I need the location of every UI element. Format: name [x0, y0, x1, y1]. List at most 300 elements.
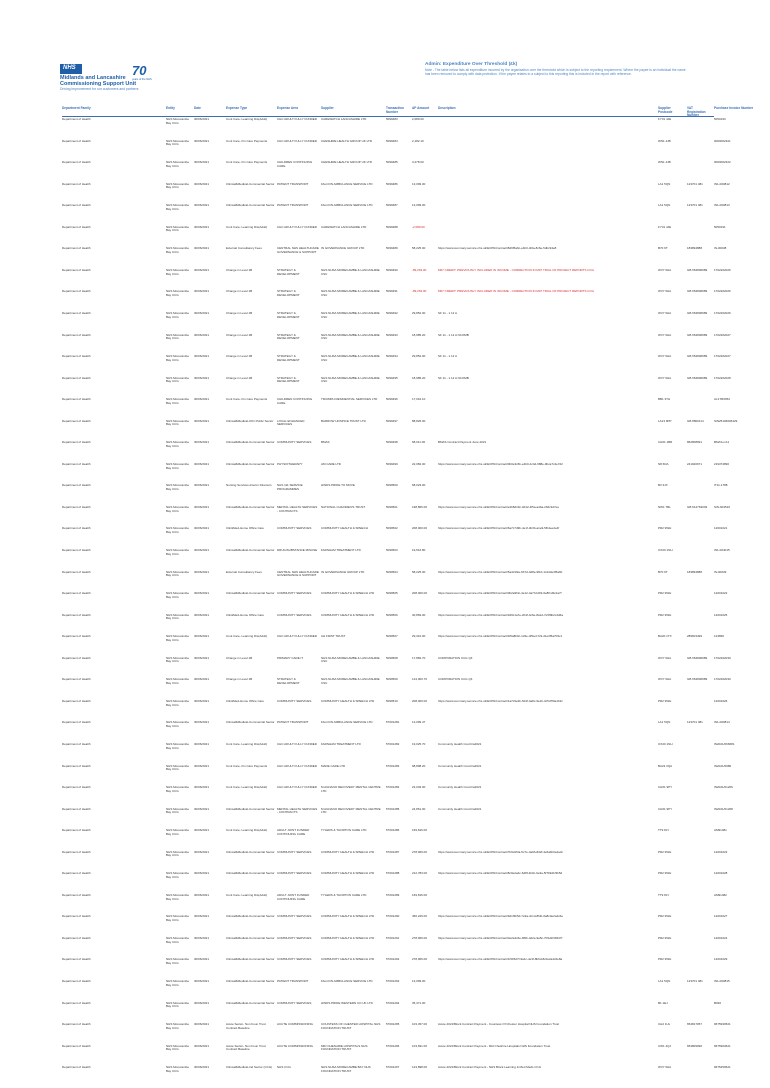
cell-expense-type: Cont Care- Learning Dis(Adult): [226, 742, 268, 746]
cell-expense-area: COMMUNITY SERVICES: [277, 850, 312, 854]
cell-supplier: COMMUNITY HEALTH & SPEECH LTD: [321, 699, 375, 703]
cell-amount: 30,869.00: [412, 613, 426, 617]
cell-expense-type: Nursing Services-Interim Directors: [226, 484, 272, 488]
cell-entity: NHS Morecambe Bay CCG: [166, 161, 190, 168]
table-row: [62, 786, 733, 808]
cell-department: Department of Health: [62, 592, 91, 596]
cell-expense-type: Clin&Med-Home Office Care: [226, 527, 264, 531]
table-row: [62, 118, 726, 140]
cell-date: 30/06/2021: [194, 635, 210, 639]
cell-description: Community Health Cost b/a2021: [438, 742, 482, 746]
cell-expense-type: Clinical&Medical-Commercial Sector: [226, 182, 275, 186]
cell-amount: 29,316.00: [412, 635, 426, 639]
cell-expense-area: STRATEGY & DEVELOPMENT: [277, 333, 300, 341]
cell-expense-type: Clinical&Medical-Commercial Sector: [226, 462, 275, 466]
cell-department: Department of Health: [62, 527, 91, 531]
cell-invoice: IN1-000815: [714, 980, 730, 983]
cell-date: 30/06/2021: [194, 398, 210, 402]
cell-entity: NHS Morecambe Bay CCG: [166, 613, 190, 621]
cell-invoice: IN-00039: [714, 570, 727, 574]
cell-entity: NHS Morecambe Bay CCG: [166, 656, 190, 664]
cell-invoice: 1702202026: [714, 268, 731, 272]
cell-supplier: NHS NHSA MORECAMBE & LANCASHIRE CSU: [321, 290, 380, 298]
cell-entity: NHS Morecambe Bay CCG: [166, 549, 190, 556]
cell-postcode: WV7 6HA: [658, 333, 672, 337]
cell-amount: -2,089.00: [412, 225, 425, 229]
table-row: [62, 398, 731, 420]
cell-amount: 68,011.00: [412, 441, 426, 445]
table-row: [62, 268, 731, 291]
cell-amount: 22,082.00: [412, 462, 426, 466]
table-row: [62, 139, 731, 162]
cell-department: Department of Health: [62, 376, 91, 380]
cell-description: https://www.summary.service.nhs.uk/ECPR/contract/5a4c3f2e-6b7d-4d8e-9f10-1c2d3e4f5a6b: [438, 570, 563, 574]
cell-postcode: TT9 8LY: [658, 829, 670, 833]
cell-invoice: AL1TR0652: [714, 398, 731, 402]
cell-vat: GB 654806989: [687, 290, 708, 294]
cell-department: Department of Health: [62, 764, 91, 768]
cell-entity: NHS Morecambe Bay CCG: [166, 376, 190, 384]
table-row: [62, 484, 728, 506]
cell-expense-area: PATIENT TRANSPORT: [277, 204, 309, 208]
cell-expense-area: COMMUNITY SERVICES: [277, 936, 312, 940]
cell-entity: NHS Morecambe Bay CCG: [166, 592, 190, 599]
cell-postcode: WV7 6HA: [658, 656, 672, 660]
cell-description: BMAS Contract Payment June 2021: [438, 441, 487, 445]
cell-date: 30/06/2021: [194, 570, 210, 574]
cell-amount: 2,089.00: [412, 118, 424, 121]
cell-entity: NHS Morecambe Bay CCG: [166, 1044, 190, 1052]
cell-department: Department of Health: [62, 182, 91, 186]
cell-entity: NHS Morecambe Bay CCG: [166, 462, 190, 470]
cell-expense-type: Cont Care- Learning Dis(Adult): [226, 893, 268, 897]
cell-department: Department of Health: [62, 419, 91, 423]
cell-expense-area: CHC ADULT FULLY FUNDED: [277, 786, 317, 790]
cell-postcode: WV7 6HA: [658, 268, 672, 272]
cell-expense-area: NHS CCG: [277, 1066, 291, 1070]
table-row: [62, 376, 731, 399]
cell-entity: NHS Morecambe Bay CCG: [166, 721, 190, 729]
cell-supplier: NHS NHSA MORECAMBE & LANCASHIRE CSU: [321, 268, 380, 276]
cell-expense-type: Change in Level 1B: [226, 656, 253, 660]
table-row: [62, 764, 732, 787]
cell-date: 30/06/2021: [194, 613, 210, 617]
cell-amount: -89,263.00: [412, 290, 427, 294]
cell-postcode: B70 6T: [658, 247, 668, 251]
table-row: [62, 850, 728, 873]
cell-expense-type: External Consultancy Fees: [226, 570, 262, 574]
cell-transaction: 57001289: [386, 893, 400, 897]
cell-date: 30/06/2021: [194, 376, 210, 380]
cell-supplier: MID CHESHIRE HOSPITALS NHS FOUNDATION TRUST: [321, 1044, 368, 1052]
cell-invoice: 219374890: [714, 462, 730, 466]
cell-transaction: 5099495: [386, 376, 398, 380]
cell-expense-type: Clinical&Medical-Commercial Sector: [226, 958, 275, 962]
cell-postcode: FY31 4JE: [658, 225, 672, 229]
cell-date: 30/06/2021: [194, 311, 210, 315]
table-row: [62, 204, 730, 226]
cell-transaction: 5099503: [386, 549, 398, 552]
cell-amount: 103,691.00: [412, 1044, 428, 1048]
cell-vat: GB 654806989: [687, 268, 708, 272]
cell-date: 30/06/2021: [194, 958, 210, 962]
cell-transaction: 57001285: [386, 807, 400, 811]
cell-vat: GB 654806989: [687, 678, 708, 682]
cell-amount: 58,225.00: [412, 570, 426, 574]
cell-invoice: SIN25106606429: [714, 419, 738, 423]
cell-transaction: 5099507: [386, 635, 398, 639]
cell-amount: 278,969.00: [412, 850, 428, 854]
cell-transaction: 5099485: [386, 161, 398, 165]
cell-invoice: 9675250621: [714, 1066, 731, 1070]
cell-transaction: 5099498: [386, 441, 398, 445]
cell-invoice: 1702202030: [714, 656, 731, 660]
cell-supplier: CHESHIRE HEALTH GROUP UK LTD: [321, 161, 373, 165]
cell-expense-type: Clinical&Medical-Commercial Sector: [226, 936, 275, 940]
col-header-expense-type: Expense Type: [226, 106, 248, 110]
cell-transaction: 57001294: [386, 1001, 400, 1005]
cell-amount: 169,816.00: [412, 893, 428, 897]
cell-invoice: B030: [714, 1001, 722, 1005]
cell-department: Department of Health: [62, 549, 91, 552]
cell-date: 30/06/2021: [194, 441, 210, 445]
cell-vat: 123701 481: [687, 980, 703, 983]
cell-supplier: TYLERS & THORTON CARE LTD: [321, 829, 367, 833]
cell-transaction: 57001283: [386, 764, 400, 768]
cell-department: Department of Health: [62, 1066, 91, 1070]
cell-vat: 123701 481: [687, 721, 703, 725]
cell-department: Department of Health: [62, 1023, 91, 1027]
cell-transaction: 5099500: [386, 484, 398, 488]
cell-department: Department of Health: [62, 1001, 91, 1005]
cell-supplier: HINDS PRIDE WESTERN CO UK LTD: [321, 1001, 373, 1005]
cell-expense-type: Clinical&Medical-Commercial Sector: [226, 1001, 275, 1005]
cell-expense-type: Clinical&Medical-Commercial Sector: [226, 549, 275, 552]
cell-description: Community Health Cost b/a2021: [438, 764, 482, 768]
cell-invoice: 12001025: [714, 613, 728, 617]
cell-amount: 68,023.00: [412, 484, 426, 488]
cell-department: Department of Health: [62, 505, 91, 509]
table-row: [62, 807, 733, 830]
cell-amount: 278,969.00: [412, 958, 428, 962]
cell-entity: NHS Morecambe Bay CCG: [166, 355, 190, 362]
cell-department: Department of Health: [62, 656, 91, 660]
cell-expense-area: STRATEGY & DEVELOPMENT: [277, 376, 300, 384]
cell-transaction: 5099483: [386, 118, 398, 121]
cell-entity: NHS Morecambe Bay CCG: [166, 829, 190, 836]
cell-date: 30/06/2021: [194, 118, 210, 121]
cell-invoice: IN2021/0980: [714, 764, 732, 768]
cell-supplier: NHS NHSA MORECAMBE & LANCASHIRE CSU: [321, 376, 380, 384]
cell-expense-area: COMMUNITY SERVICES: [277, 699, 312, 703]
cell-transaction: 57001286: [386, 829, 400, 833]
cell-description: M07 CREDIT: PREVIOUSLY INCLUDED IN INCOME - CORRECTION IN M07 TRIAL OF PROJECT REPORTS CCG: [438, 290, 594, 294]
cell-expense-area: PATIENT TRANSPORT: [277, 182, 309, 186]
cell-transaction: 57001295: [386, 1023, 400, 1027]
cell-invoice: IN-00038: [714, 247, 727, 251]
cell-invoice: IN2021/01208: [714, 807, 733, 811]
cell-supplier: NHS NHSA MORECAMBE & LANCASHIRE CSU: [321, 311, 380, 319]
cell-amount: 208,000.00: [412, 699, 428, 703]
cell-department: Department of Health: [62, 333, 91, 337]
cell-department: Department of Health: [62, 225, 91, 229]
cell-department: Department of Health: [62, 699, 91, 703]
cell-postcode: PR2 9WH: [658, 915, 672, 919]
cell-department: Department of Health: [62, 161, 91, 165]
cell-date: 30/06/2021: [194, 829, 210, 833]
cell-supplier: M AGNANO RECOVERY MENTAL CENTRE LTD: [321, 786, 381, 793]
cell-expense-area: ACUTE COMMISSIONING: [277, 1023, 314, 1027]
cell-supplier: NATIONAL CHILDREN'S TRUST: [321, 505, 366, 509]
cell-entity: NHS Morecambe Bay CCG: [166, 980, 190, 987]
cell-amount: 18,985.20: [412, 333, 426, 337]
cell-expense-type: Clinical&Medical-Ind Sector (CCG): [226, 1066, 273, 1070]
cell-entity: NHS Morecambe Bay CCG: [166, 850, 190, 858]
cell-date: 30/06/2021: [194, 419, 210, 423]
cell-transaction: 57001282: [386, 742, 400, 746]
cell-supplier: CHESHIRE HEALTH GROUP UK LTD: [321, 139, 373, 143]
cell-postcode: WN1 4JB: [658, 161, 671, 165]
cell-expense-type: Clinical&Medical-Commercial Sector: [226, 915, 275, 919]
cell-expense-type: Cont Care- Learning Dis(Adult): [226, 225, 268, 229]
cell-department: Department of Health: [62, 1044, 91, 1048]
cell-description: M07 CREDIT: PREVIOUSLY INCLUDED IN INCOME - CORRECTION IN M07 TRIAL OF PROJECT REPORTS CCG: [438, 268, 594, 272]
table-row: [62, 829, 727, 851]
cell-invoice: 123890: [714, 635, 725, 639]
cell-postcode: B1 1EJ: [658, 1001, 668, 1005]
cell-department: Department of Health: [62, 613, 91, 617]
cell-expense-type: Cont Care- Learning Dis(Adult): [226, 635, 268, 639]
cell-date: 30/06/2021: [194, 764, 210, 768]
cell-postcode: B3 3JX: [658, 484, 668, 488]
cell-invoice: IN1-000812: [714, 182, 730, 186]
cell-description: https://www.summary.service.nhs.uk/ECPR/contract/1a7c9e2b-5d4f-4a8c-9e1b-3c5d7f9a1b3c: [438, 699, 563, 703]
cell-date: 30/06/2021: [194, 872, 210, 876]
cell-vat: 654817057: [687, 1023, 703, 1027]
cell-postcode: PR2 9WH: [658, 699, 672, 703]
cell-expense-type: Acute Sector- Non Foun Trust Contract Baseline: [226, 1044, 266, 1052]
cell-expense-area: ADULT JOINT FUNDED CONTINUING CARE: [277, 893, 310, 901]
cell-supplier: FALCON AMBULANCE SERVICE LTD: [321, 204, 373, 208]
cell-transaction: 5099499: [386, 462, 398, 466]
cell-department: Department of Health: [62, 893, 91, 897]
cell-postcode: BB1 3TH: [658, 398, 671, 402]
cell-transaction: 57001281: [386, 721, 400, 725]
cell-amount: 103,457.00: [412, 1023, 428, 1027]
cell-expense-type: Change in Level 1B: [226, 290, 253, 294]
cell-invoice: 1702202030: [714, 678, 731, 682]
cell-expense-type: Cont Care- Fin Care Payments: [226, 139, 268, 143]
table-row: [62, 592, 728, 614]
cell-date: 30/06/2021: [194, 807, 210, 811]
cell-entity: NHS Morecambe Bay CCG: [166, 118, 190, 125]
cell-description: SF 11 - 1 12 A: [438, 311, 457, 315]
cell-invoice: 12001021: [714, 527, 728, 531]
cell-department: Department of Health: [62, 441, 91, 445]
cell-transaction: 57001288: [386, 872, 400, 876]
col-header-date: Date: [194, 106, 201, 110]
cell-expense-area: MENTAL HEALTH SERVICES - CONTRACTS: [277, 505, 318, 513]
cell-expense-type: Acute Sector- Non Foun Trust Contract Baseline: [226, 1023, 266, 1030]
cell-expense-type: Change in Level 1B: [226, 268, 253, 272]
cell-amount: 19,025.70: [412, 742, 426, 746]
cell-transaction: 5099510: [386, 699, 398, 703]
cell-invoice: IN1-004015: [714, 549, 730, 552]
cell-entity: NHS Morecambe Bay CCG: [166, 635, 190, 642]
cell-expense-type: Change in Level 1B: [226, 311, 253, 315]
cell-postcode: PR2 9WH: [658, 592, 672, 596]
cell-postcode: OX20 1NH: [658, 549, 673, 552]
cell-supplier: NHS NHSA MORECAMBE BAY NHS FOUNDATION TRUST: [321, 1066, 371, 1073]
table-row: [62, 721, 730, 743]
cell-vat: GB 654806989: [687, 355, 708, 359]
cell-supplier: AM CARE LTD: [321, 462, 341, 466]
cell-postcode: BA23 3QA: [658, 764, 673, 768]
cell-supplier: COMMUNITY HEALTH & SPEECH LTD: [321, 915, 375, 919]
cell-supplier: FARNHAM TREATMENT LTD: [321, 549, 361, 552]
cell-transaction: 5099504: [386, 570, 398, 574]
cell-supplier: COMMUNITY HEALTH & SPEECH LTD: [321, 872, 375, 876]
cell-expense-area: STRATEGY & DEVELOPMENT: [277, 355, 300, 362]
cell-expense-type: Change in Level 1B: [226, 355, 253, 359]
cell-expense-type: External Consultancy Fees: [226, 247, 262, 251]
cell-invoice: 0000002321: [714, 139, 731, 143]
cell-entity: NHS Morecambe Bay CCG: [166, 419, 190, 427]
cell-invoice: 12001027: [714, 915, 728, 919]
cell-expense-type: Clinical&Medical-Commercial Sector: [226, 872, 275, 876]
cell-description: https://www.summary.service.nhs.uk/ECPR/contract/7b9d1f3a-5c7e-4a9b-8d2f-4e6a8c0e2a4c: [438, 850, 564, 854]
cell-expense-type: Clinical&Medical-Commercial Sector: [226, 980, 275, 983]
cell-invoice: 12001024: [714, 936, 728, 940]
table-row: [62, 161, 731, 183]
table-row: [62, 225, 726, 248]
cell-vat: 862808991: [687, 441, 703, 445]
cell-amount: 2,182.10: [412, 139, 424, 143]
cell-expense-area: COMMUNITY SERVICES: [277, 527, 312, 531]
cell-date: 30/06/2021: [194, 592, 210, 596]
cell-amount: 29,852.00: [412, 355, 426, 359]
cell-vat: 123701 481: [687, 182, 703, 186]
cell-date: 30/06/2021: [194, 893, 210, 897]
cell-department: Department of Health: [62, 872, 91, 876]
cell-postcode: PR2 9WH: [658, 527, 672, 531]
col-header-department: Department Family: [62, 106, 91, 110]
cell-amount: 212,783.00: [412, 872, 428, 876]
cell-invoice: 1702202026: [714, 311, 731, 315]
cell-entity: NHS Morecambe Bay CCG: [166, 527, 190, 535]
cell-expense-area: CHC ADULT FULLY FUNDED: [277, 635, 317, 639]
table-row: [62, 1044, 731, 1067]
cell-supplier: IN GOVERNANCE GROUP LTD: [321, 247, 365, 251]
cell-date: 30/06/2021: [194, 786, 210, 790]
cell-entity: NHS Morecambe Bay CCG: [166, 398, 190, 405]
cell-expense-area: CENTRAL NHS HEALTHCARE GOVERNANCE & SUPPORT: [277, 247, 319, 254]
cell-date: 30/06/2021: [194, 462, 210, 466]
cell-expense-area: STRATEGY & DEVELOPMENT: [277, 678, 300, 685]
cell-description: CORPORATION CCG Q4: [438, 656, 473, 660]
cell-amount: 124,000.70: [412, 678, 428, 682]
cell-entity: NHS Morecambe Bay CCG: [166, 1066, 190, 1073]
cell-invoice: IN1-000813: [714, 204, 730, 208]
cell-supplier: COMMUNITY HEALTH & SPEECH LTD: [321, 592, 375, 596]
cell-department: Department of Health: [62, 678, 91, 682]
col-header-expense-area: Expense Area: [277, 106, 298, 110]
cell-postcode: CH61 9PY: [658, 807, 673, 811]
cell-postcode: WV7 6HA: [658, 376, 672, 380]
cell-invoice: IN2021/01206: [714, 786, 733, 790]
cell-vat: 123701 481: [687, 204, 703, 208]
cell-expense-area: ADULT JOINT FUNDED CONTINUING CARE: [277, 829, 310, 836]
table-row: [62, 311, 731, 334]
cell-supplier: COMMUNITY HEALTH & SPEECH LTD: [321, 613, 375, 617]
cell-invoice: 12001023: [714, 850, 728, 854]
cell-amount: 23,049.00: [412, 786, 426, 790]
cell-expense-type: Clinical&Medical-Commercial Sector: [226, 850, 275, 854]
cell-expense-type: Change in Level 1B: [226, 376, 253, 380]
cell-department: Department of Health: [62, 936, 91, 940]
nhs-70-logo: [132, 64, 154, 86]
cell-entity: NHS Morecambe Bay CCG: [166, 247, 190, 254]
cell-description: https://www.summary.service.nhs.uk/ECPR/contract/e2b8d19c-0d12-4f5a-a4ba-2b6c3d7ee: [438, 505, 560, 509]
cell-postcode: PR2 9WH: [658, 613, 672, 617]
cell-supplier: CAREWATCH LANCASHIRE LTD: [321, 225, 367, 229]
cell-postcode: WV7 6HA: [658, 1066, 672, 1070]
cell-transaction: 5099484: [386, 139, 398, 143]
cell-transaction: 5099496: [386, 398, 398, 402]
cell-amount: 17,091.10: [412, 398, 426, 402]
cell-transaction: 57001291: [386, 936, 400, 940]
cell-expense-area: LOCAL ENHANCED SERVICES: [277, 419, 305, 427]
cell-description: https://www.summary.service.nhs.uk/ECPR/contract/0b2a9f4c-4e12-4a7f-b2b9-6e8f1d3c2a7f: [438, 592, 562, 596]
cell-transaction: 57001292: [386, 958, 400, 962]
cell-supplier: FALCON AMBULANCE SERVICE LTD: [321, 721, 373, 725]
cell-postcode: CH61 1BR: [658, 441, 673, 445]
table-row: [62, 1001, 722, 1024]
table-row: [62, 699, 728, 722]
cell-entity: NHS Morecambe Bay CCG: [166, 936, 190, 944]
cell-postcode: TT9 8LY: [658, 893, 670, 897]
cell-date: 30/06/2021: [194, 182, 210, 186]
cell-entity: NHS Morecambe Bay CCG: [166, 915, 190, 923]
cell-date: 30/06/2021: [194, 742, 210, 746]
cell-department: Department of Health: [62, 311, 91, 315]
cell-postcode: CH2 1UL: [658, 1023, 671, 1027]
cell-supplier: CAREWATCH LANCASHIRE LTD: [321, 118, 367, 121]
cell-expense-type: Clin&Med-Home Office Care: [226, 613, 264, 617]
cell-expense-area: COMMUNITY SERVICES: [277, 441, 312, 445]
cell-expense-area: COMMUNITY SERVICES: [277, 592, 312, 596]
table-row: [62, 355, 731, 377]
cell-expense-area: STRATEGY & DEVELOPMENT: [277, 311, 300, 319]
cell-entity: NHS Morecambe Bay CCG: [166, 958, 190, 966]
table-row: [62, 678, 731, 700]
cell-supplier: BMAS: [321, 441, 330, 445]
cell-postcode: LA1 5QN: [658, 182, 671, 186]
cell-postcode: FY31 4JE: [658, 118, 672, 121]
table-row: [62, 872, 728, 894]
cell-postcode: PR2 9WH: [658, 936, 672, 940]
cell-department: Department of Health: [62, 742, 91, 746]
cell-supplier: TYLERS & THORTON CARE LTD: [321, 893, 367, 897]
cell-invoice: 1702202027: [714, 355, 731, 359]
cell-postcode: CH61 9PY: [658, 786, 673, 790]
cell-description: Acute 2021/Block Contract Payment - NHS Block Learning & Med Meds CCG: [438, 1066, 542, 1070]
cell-expense-area: MENTAL HEALTH SERVICES - CONTRACTS: [277, 807, 318, 815]
table-row: [62, 419, 738, 442]
cell-transaction: 5099501: [386, 505, 398, 509]
cell-supplier: COMMUNITY HEALTH & SPEECH LTD: [321, 958, 375, 962]
cell-entity: NHS Morecambe Bay CCG: [166, 333, 190, 341]
